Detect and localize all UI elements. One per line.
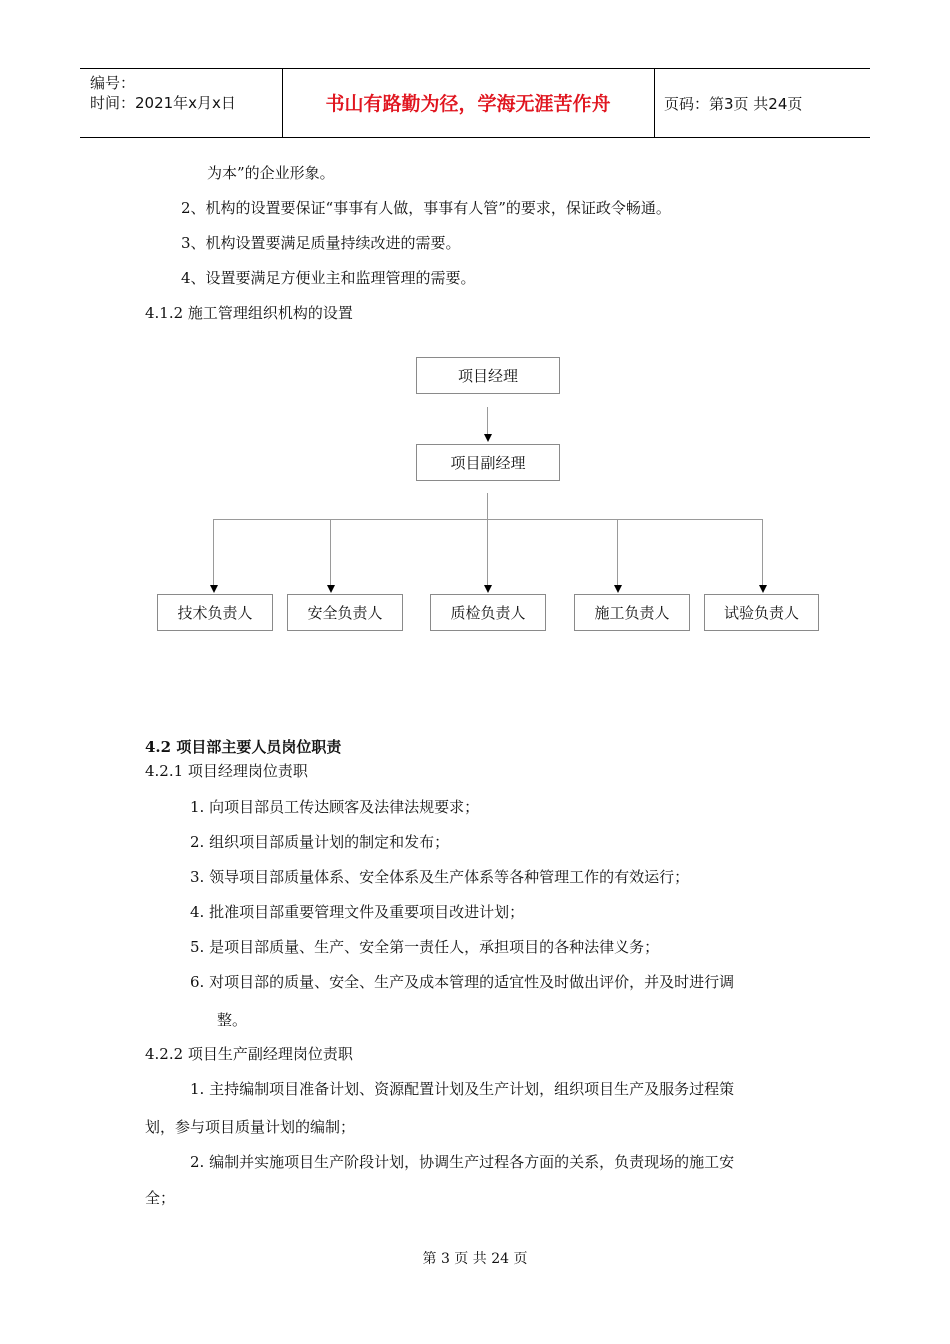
org-box-testing-lead: 试验负责人 [704,594,819,631]
arrow-down-icon [759,585,767,593]
list-item-continuation: 全； [145,1189,176,1207]
connector-line [213,519,214,585]
arrow-down-icon [484,434,492,442]
section-heading-412: 4.1.2 施工管理组织机构的设置 [145,304,353,322]
header-motto: 书山有路勤为径，学海无涯苦作舟 [325,93,611,115]
arrow-down-icon [210,585,218,593]
org-box-safety-lead: 安全负责人 [287,594,403,631]
section-heading-422: 4.2.2 项目生产副经理岗位责职 [145,1045,353,1063]
connector-line [762,519,763,585]
paragraph-line: 4、设置要满足方便业主和监理管理的需要。 [181,269,476,287]
list-item: 4. 批准项目部重要管理文件及重要项目改进计划； [190,903,525,921]
header-time-label: 时间：2021年x月x日 [90,94,236,112]
arrow-down-icon [484,585,492,593]
header-page-info: 页码：第3页 共24页 [664,95,803,113]
arrow-down-icon [614,585,622,593]
connector-line [487,519,488,585]
list-item: 1. 主持编制项目准备计划、资源配置计划及生产计划，组织项目生产及服务过程策 [190,1080,735,1098]
list-item: 2. 编制并实施项目生产阶段计划，协调生产过程各方面的关系，负责现场的施工安 [190,1153,735,1171]
paragraph-line: 3、机构设置要满足质量持续改进的需要。 [181,234,461,252]
header-number-label: 编号： [90,74,136,92]
connector-line [330,519,331,585]
header-divider [654,69,655,137]
connector-line [617,519,618,585]
connector-line [487,407,488,434]
org-box-deputy-manager: 项目副经理 [416,444,560,481]
section-heading-421: 4.2.1 项目经理岗位责职 [145,762,308,780]
page-header [80,68,870,138]
paragraph-line: 为本”的企业形象。 [207,164,335,182]
list-item: 1. 向项目部员工传达顾客及法律法规要求； [190,798,480,816]
org-box-quality-lead: 质检负责人 [430,594,546,631]
list-item: 5. 是项目部质量、生产、安全第一责任人，承担项目的各种法律义务； [190,938,660,956]
list-item: 3. 领导项目部质量体系、安全体系及生产体系等各种管理工作的有效运行； [190,868,690,886]
org-box-technical-lead: 技术负责人 [157,594,273,631]
list-item: 2. 组织项目部质量计划的制定和发布； [190,833,450,851]
arrow-down-icon [327,585,335,593]
paragraph-line: 2、机构的设置要保证“事事有人做，事事有人管”的要求，保证政令畅通。 [181,199,671,217]
section-heading-42: 4.2 项目部主要人员岗位职责 [145,738,342,756]
org-box-construction-lead: 施工负责人 [574,594,690,631]
header-meta [90,73,236,113]
org-box-project-manager: 项目经理 [416,357,560,394]
list-item-continuation: 整。 [217,1011,248,1029]
page-footer: 第 3 页 共 24 页 [422,1251,528,1267]
list-item: 6. 对项目部的质量、安全、生产及成本管理的适宜性及时做出评价，并及时进行调 [190,973,735,991]
connector-line [487,493,488,519]
list-item-continuation: 划，参与项目质量计划的编制； [145,1118,356,1136]
